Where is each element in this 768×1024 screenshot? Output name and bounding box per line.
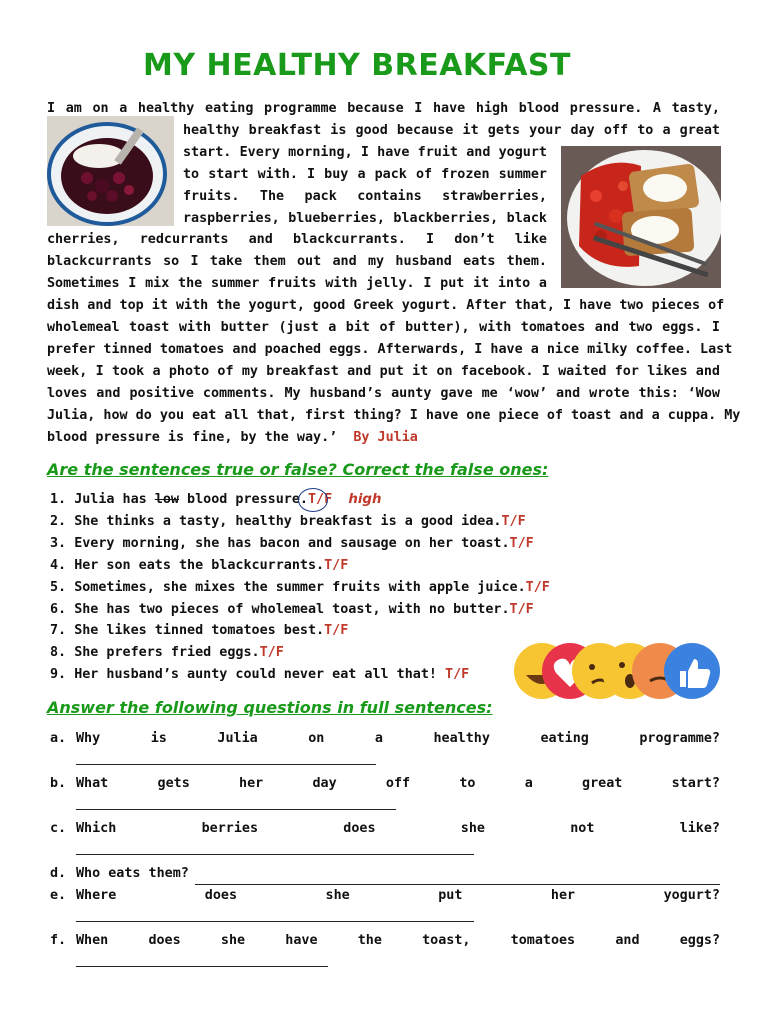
tf-text: Julia has bbox=[74, 492, 155, 507]
facebook-reactions-icon bbox=[512, 641, 722, 701]
question-item bbox=[50, 930, 720, 952]
tf-number: 3. bbox=[50, 535, 67, 551]
tf-marker[interactable]: T/F bbox=[445, 667, 470, 683]
question-letter: c. bbox=[50, 821, 67, 836]
tf-text: She has two pieces of wholemeal toast, with no butter. bbox=[74, 601, 510, 617]
tf-number: 9. bbox=[50, 667, 67, 683]
question-letter: b. bbox=[50, 776, 67, 791]
tf-number: 8. bbox=[50, 645, 67, 661]
question-text: Where does she put her yogurt? bbox=[76, 888, 720, 903]
story-line: start. Every morning, I have fruit and yogurt bbox=[183, 144, 547, 160]
question-text: Who eats them? bbox=[76, 866, 189, 881]
story-line-last bbox=[47, 427, 720, 449]
tf-item bbox=[50, 599, 550, 621]
story-line: loves and positive comments. My husband’s aunty gave me ‘wow’ and wrote this: ‘Wow bbox=[47, 385, 720, 401]
story-line: prefer tinned tomatoes and poached eggs. Afterwards, I have a nice milky coffee. Last bbox=[47, 341, 733, 357]
answer-line[interactable] bbox=[195, 870, 720, 885]
story-line: cherries, redcurrants and blackcurrants. I don’t like bbox=[47, 232, 547, 248]
answer-line[interactable] bbox=[76, 795, 396, 810]
story-line: dish and top it with the yogurt, good Greek yogurt. After that, I have two pieces of bbox=[47, 298, 725, 314]
tf-number: 7. bbox=[50, 623, 67, 639]
tf-item bbox=[50, 577, 550, 599]
tf-text: Her son eats the blackcurrants. bbox=[74, 557, 325, 573]
story-line: Sometimes I mix the summer fruits with jelly. I put it into a bbox=[47, 276, 547, 292]
answer-circle bbox=[298, 488, 328, 512]
page-title: MY HEALTHY BREAKFAST bbox=[143, 48, 571, 83]
struck-word: low bbox=[154, 492, 179, 507]
tf-marker[interactable]: T/F bbox=[509, 535, 534, 551]
question-text: Which berries does she not like? bbox=[76, 821, 720, 836]
story-line: week, I took a photo of my breakfast and put it on facebook. I waited for likes and bbox=[47, 363, 720, 379]
question-text: When does she have the toast, tomatoes and eggs? bbox=[76, 933, 720, 948]
tf-item bbox=[50, 533, 550, 555]
story-line: blood pressure is fine, by the way.’ bbox=[47, 429, 338, 445]
answer-line[interactable] bbox=[76, 750, 376, 765]
tf-item bbox=[50, 642, 550, 664]
question-letter: d. bbox=[50, 866, 67, 881]
question-item bbox=[50, 885, 720, 907]
tf-item bbox=[50, 664, 550, 686]
answer-line[interactable] bbox=[76, 952, 328, 967]
true-false-heading: Are the sentences true or false? Correct the false ones: bbox=[47, 460, 549, 479]
story-line: to start with. I buy a pack of frozen summer bbox=[183, 166, 547, 182]
question-text: Why is Julia on a healthy eating programme? bbox=[76, 731, 720, 746]
story-line: Julia, how do you eat all that, first thing? I have one piece of toast and a cuppa. My bbox=[47, 407, 741, 423]
question-letter: e. bbox=[50, 888, 67, 903]
questions-list bbox=[50, 728, 720, 975]
tf-item bbox=[50, 620, 550, 642]
tf-number: 2. bbox=[50, 513, 67, 529]
tf-item bbox=[50, 511, 550, 533]
answer-line[interactable] bbox=[76, 840, 474, 855]
true-false-list bbox=[50, 489, 550, 686]
question-item bbox=[50, 818, 720, 840]
questions-heading: Answer the following questions in full sentences: bbox=[47, 698, 493, 717]
story-line: blackcurrants so I take them out and my husband eats them. bbox=[47, 254, 547, 270]
tf-text: She thinks a tasty, healthy breakfast is a good idea. bbox=[74, 513, 502, 529]
tf-marker[interactable]: T/F bbox=[308, 492, 333, 507]
tf-number: 6. bbox=[50, 601, 67, 617]
story-author: By Julia bbox=[353, 429, 418, 445]
story-line: healthy breakfast is good because it gets your day off to a great bbox=[183, 122, 720, 138]
story-line: fruits. The pack contains strawberries, bbox=[183, 188, 547, 204]
tf-number: 5. bbox=[50, 579, 67, 595]
tf-text: blood pressure. bbox=[179, 492, 308, 507]
tf-number: 1. bbox=[50, 492, 67, 507]
question-item bbox=[50, 773, 720, 795]
question-item bbox=[50, 863, 720, 885]
tf-marker[interactable]: T/F bbox=[324, 557, 349, 573]
tf-item bbox=[50, 555, 550, 577]
answer-line[interactable] bbox=[76, 907, 474, 922]
tf-text: Every morning, she has bacon and sausage on her toast. bbox=[74, 535, 510, 551]
tf-text: She prefers fried eggs. bbox=[74, 645, 260, 661]
question-text: What gets her day off to a great start? bbox=[76, 776, 720, 791]
tf-marker[interactable]: T/F bbox=[259, 645, 284, 661]
tf-marker[interactable]: T/F bbox=[509, 601, 534, 617]
tf-correction: high bbox=[348, 492, 382, 507]
story-line: raspberries, blueberries, blackberries, black bbox=[183, 210, 547, 226]
question-letter: f. bbox=[50, 933, 67, 948]
tf-text: Her husband’s aunty could never eat all that! bbox=[74, 667, 446, 683]
question-letter: a. bbox=[50, 731, 67, 746]
question-item bbox=[50, 728, 720, 750]
story-line: I am on a healthy eating programme because I have high blood pressure. A tasty, bbox=[47, 101, 720, 116]
tf-number: 4. bbox=[50, 557, 67, 573]
story-line: wholemeal toast with butter (just a bit of butter), with tomatoes and two eggs. I bbox=[47, 320, 720, 336]
tf-marker[interactable]: T/F bbox=[324, 623, 349, 639]
tf-text: She likes tinned tomatoes best. bbox=[74, 623, 325, 639]
tf-text: Sometimes, she mixes the summer fruits with apple juice. bbox=[74, 579, 526, 595]
story-text bbox=[47, 98, 741, 449]
tf-marker[interactable]: T/F bbox=[525, 579, 550, 595]
tf-marker[interactable]: T/F bbox=[501, 513, 526, 529]
